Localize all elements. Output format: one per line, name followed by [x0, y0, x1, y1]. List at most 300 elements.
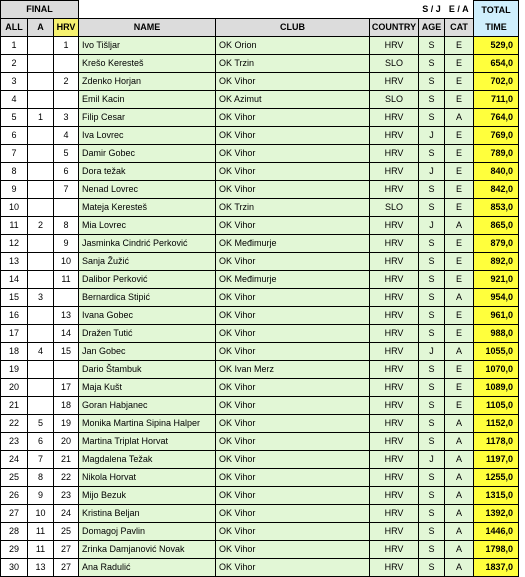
rank-hrv-cell: 17 — [54, 379, 79, 397]
category-cell: E — [445, 361, 474, 379]
age-cell: S — [419, 73, 445, 91]
category-cell: E — [445, 181, 474, 199]
club-cell: OK Vihor — [216, 559, 370, 577]
rank-hrv-cell: 3 — [54, 109, 79, 127]
rank-hrv-cell: 24 — [54, 505, 79, 523]
total-time-cell: 1197,0 — [474, 451, 519, 469]
age-cell: S — [419, 307, 445, 325]
rank-hrv-cell: 10 — [54, 253, 79, 271]
category-cell: A — [445, 541, 474, 559]
age-cell: J — [419, 163, 445, 181]
total-time-cell: 840,0 — [474, 163, 519, 181]
rank-a-cell — [28, 37, 54, 55]
table-row — [1, 343, 519, 361]
rank-all-cell: 4 — [1, 91, 28, 109]
rank-hrv-cell: 23 — [54, 487, 79, 505]
category-cell: E — [445, 163, 474, 181]
name-cell: Domagoj Pavlin — [79, 523, 216, 541]
rank-a-cell: 9 — [28, 487, 54, 505]
name-cell: Dario Štambuk — [79, 361, 216, 379]
rank-hrv-cell — [54, 55, 79, 73]
club-cell: OK Vihor — [216, 433, 370, 451]
total-time-cell: 988,0 — [474, 325, 519, 343]
rank-hrv-cell — [54, 361, 79, 379]
country-cell: HRV — [370, 361, 419, 379]
total-time-cell: 1105,0 — [474, 397, 519, 415]
total-time-cell: 529,0 — [474, 37, 519, 55]
total-time-header-line2: TIME — [485, 21, 507, 32]
total-time-cell: 892,0 — [474, 253, 519, 271]
rank-all-cell: 18 — [1, 343, 28, 361]
category-cell: E — [445, 271, 474, 289]
total-time-cell: 1446,0 — [474, 523, 519, 541]
rank-a-cell — [28, 91, 54, 109]
club-cell: OK Vihor — [216, 73, 370, 91]
rank-hrv-cell: 7 — [54, 181, 79, 199]
rank-hrv-cell: 11 — [54, 271, 79, 289]
age-cell: S — [419, 487, 445, 505]
rank-hrv-cell: 18 — [54, 397, 79, 415]
rank-hrv-cell: 2 — [54, 73, 79, 91]
rank-all-cell: 20 — [1, 379, 28, 397]
rank-hrv-cell: 9 — [54, 235, 79, 253]
rank-a-cell — [28, 361, 54, 379]
name-cell: Nenad Lovrec — [79, 181, 216, 199]
club-cell: OK Ivan Merz — [216, 361, 370, 379]
age-cell: S — [419, 91, 445, 109]
club-cell: OK Vihor — [216, 307, 370, 325]
category-cell: E — [445, 55, 474, 73]
table-row — [1, 307, 519, 325]
name-cell: Dalibor Perković — [79, 271, 216, 289]
name-cell: Sanja Žužić — [79, 253, 216, 271]
name-cell: Ivana Gobec — [79, 307, 216, 325]
rank-all-cell: 6 — [1, 127, 28, 145]
name-cell: Ana Radulić — [79, 559, 216, 577]
col-hrv-header: HRV — [54, 19, 79, 37]
rank-a-cell — [28, 307, 54, 325]
club-cell: OK Orion — [216, 37, 370, 55]
rank-all-cell: 27 — [1, 505, 28, 523]
country-cell: HRV — [370, 271, 419, 289]
table-row — [1, 253, 519, 271]
club-cell: OK Vihor — [216, 289, 370, 307]
total-time-cell: 1089,0 — [474, 379, 519, 397]
name-cell: Mia Lovrec — [79, 217, 216, 235]
name-cell: Monika Martina Sipina Halper — [79, 415, 216, 433]
total-time-cell: 1315,0 — [474, 487, 519, 505]
category-cell: A — [445, 469, 474, 487]
category-cell: A — [445, 505, 474, 523]
total-time-cell: 954,0 — [474, 289, 519, 307]
country-cell: HRV — [370, 163, 419, 181]
total-time-cell: 1392,0 — [474, 505, 519, 523]
age-cell: S — [419, 325, 445, 343]
country-cell: HRV — [370, 109, 419, 127]
age-cell: J — [419, 451, 445, 469]
table-row — [1, 271, 519, 289]
rank-hrv-cell: 19 — [54, 415, 79, 433]
table-row — [1, 289, 519, 307]
club-cell: OK Trzin — [216, 199, 370, 217]
total-time-cell: 654,0 — [474, 55, 519, 73]
col-country-header: COUNTRY — [370, 19, 419, 37]
total-time-cell: 1070,0 — [474, 361, 519, 379]
country-cell: HRV — [370, 235, 419, 253]
rank-a-cell: 8 — [28, 469, 54, 487]
results-body — [1, 37, 519, 577]
rank-all-cell: 19 — [1, 361, 28, 379]
category-cell: E — [445, 235, 474, 253]
rank-hrv-cell — [54, 289, 79, 307]
country-cell: HRV — [370, 559, 419, 577]
total-time-cell: 853,0 — [474, 199, 519, 217]
rank-a-cell — [28, 253, 54, 271]
name-cell: Emil Kacin — [79, 91, 216, 109]
country-cell: HRV — [370, 505, 419, 523]
total-time-cell: 711,0 — [474, 91, 519, 109]
club-cell: OK Vihor — [216, 415, 370, 433]
age-cell: S — [419, 199, 445, 217]
rank-hrv-cell — [54, 91, 79, 109]
club-cell: OK Vihor — [216, 343, 370, 361]
country-cell: HRV — [370, 343, 419, 361]
rank-all-cell: 10 — [1, 199, 28, 217]
table-row — [1, 505, 519, 523]
category-cell: E — [445, 397, 474, 415]
name-cell: Magdalena Težak — [79, 451, 216, 469]
table-row — [1, 37, 519, 55]
age-legend: S / J — [419, 1, 445, 19]
club-cell: OK Vihor — [216, 127, 370, 145]
rank-a-cell — [28, 235, 54, 253]
rank-all-cell: 24 — [1, 451, 28, 469]
table-row — [1, 451, 519, 469]
club-cell: OK Trzin — [216, 55, 370, 73]
table-row — [1, 559, 519, 577]
age-cell: S — [419, 55, 445, 73]
total-time-cell: 865,0 — [474, 217, 519, 235]
category-cell: A — [445, 559, 474, 577]
rank-hrv-cell: 14 — [54, 325, 79, 343]
name-cell: Bernardica Stipić — [79, 289, 216, 307]
country-cell: HRV — [370, 307, 419, 325]
table-row — [1, 73, 519, 91]
rank-a-cell — [28, 163, 54, 181]
header-spacer — [79, 1, 419, 19]
rank-a-cell: 5 — [28, 415, 54, 433]
category-cell: A — [445, 433, 474, 451]
rank-a-cell — [28, 181, 54, 199]
total-time-cell: 921,0 — [474, 271, 519, 289]
col-name-header: NAME — [79, 19, 216, 37]
rank-all-cell: 11 — [1, 217, 28, 235]
table-row — [1, 523, 519, 541]
category-cell: E — [445, 307, 474, 325]
age-cell: S — [419, 505, 445, 523]
category-cell: E — [445, 127, 474, 145]
name-cell: Goran Habjanec — [79, 397, 216, 415]
rank-hrv-cell: 6 — [54, 163, 79, 181]
age-cell: J — [419, 127, 445, 145]
rank-all-cell: 29 — [1, 541, 28, 559]
category-cell: A — [445, 451, 474, 469]
table-row — [1, 127, 519, 145]
total-time-cell: 1798,0 — [474, 541, 519, 559]
rank-hrv-cell: 21 — [54, 451, 79, 469]
name-cell: Zrinka Damjanović Novak — [79, 541, 216, 559]
name-cell: Iva Lovrec — [79, 127, 216, 145]
club-cell: OK Vihor — [216, 397, 370, 415]
category-cell: E — [445, 325, 474, 343]
category-legend: E / A — [445, 1, 474, 19]
rank-a-cell — [28, 199, 54, 217]
rank-hrv-cell: 5 — [54, 145, 79, 163]
table-row — [1, 415, 519, 433]
name-cell: Martina Triplat Horvat — [79, 433, 216, 451]
name-cell: Jan Gobec — [79, 343, 216, 361]
country-cell: HRV — [370, 433, 419, 451]
club-cell: OK Vihor — [216, 109, 370, 127]
category-cell: E — [445, 73, 474, 91]
country-cell: HRV — [370, 127, 419, 145]
rank-a-cell — [28, 397, 54, 415]
table-row — [1, 55, 519, 73]
country-cell: HRV — [370, 379, 419, 397]
rank-a-cell: 3 — [28, 289, 54, 307]
table-row — [1, 181, 519, 199]
table-row — [1, 217, 519, 235]
age-cell: S — [419, 145, 445, 163]
rank-a-cell: 7 — [28, 451, 54, 469]
total-time-header — [474, 1, 519, 37]
rank-a-cell: 11 — [28, 523, 54, 541]
table-row — [1, 361, 519, 379]
rank-hrv-cell: 27 — [54, 559, 79, 577]
rank-hrv-cell: 4 — [54, 127, 79, 145]
rank-all-cell: 16 — [1, 307, 28, 325]
rank-hrv-cell: 15 — [54, 343, 79, 361]
rank-a-cell — [28, 73, 54, 91]
name-cell: Zdenko Horjan — [79, 73, 216, 91]
country-cell: HRV — [370, 397, 419, 415]
rank-hrv-cell: 13 — [54, 307, 79, 325]
total-time-cell: 1055,0 — [474, 343, 519, 361]
table-row — [1, 379, 519, 397]
country-cell: HRV — [370, 415, 419, 433]
category-cell: E — [445, 37, 474, 55]
age-cell: S — [419, 289, 445, 307]
category-cell: E — [445, 91, 474, 109]
rank-a-cell: 4 — [28, 343, 54, 361]
country-cell: HRV — [370, 325, 419, 343]
country-cell: HRV — [370, 451, 419, 469]
col-all-header: ALL — [1, 19, 28, 37]
name-cell: Maja Kušt — [79, 379, 216, 397]
age-cell: J — [419, 343, 445, 361]
age-cell: J — [419, 217, 445, 235]
table-row — [1, 541, 519, 559]
rank-hrv-cell: 27 — [54, 541, 79, 559]
club-cell: OK Vihor — [216, 163, 370, 181]
club-cell: OK Vihor — [216, 505, 370, 523]
final-header: FINAL — [1, 1, 79, 19]
table-row — [1, 109, 519, 127]
age-cell: S — [419, 469, 445, 487]
age-cell: S — [419, 37, 445, 55]
total-time-cell: 1837,0 — [474, 559, 519, 577]
category-cell: A — [445, 289, 474, 307]
rank-all-cell: 15 — [1, 289, 28, 307]
category-cell: A — [445, 217, 474, 235]
age-cell: S — [419, 379, 445, 397]
table-row — [1, 397, 519, 415]
total-time-cell: 789,0 — [474, 145, 519, 163]
rank-hrv-cell: 1 — [54, 37, 79, 55]
rank-a-cell — [28, 127, 54, 145]
category-cell: A — [445, 415, 474, 433]
total-time-cell: 764,0 — [474, 109, 519, 127]
total-time-cell: 879,0 — [474, 235, 519, 253]
total-time-cell: 1255,0 — [474, 469, 519, 487]
rank-all-cell: 3 — [1, 73, 28, 91]
name-cell: Damir Gobec — [79, 145, 216, 163]
rank-all-cell: 28 — [1, 523, 28, 541]
total-time-cell: 702,0 — [474, 73, 519, 91]
rank-hrv-cell: 20 — [54, 433, 79, 451]
name-cell: Ivo Tišljar — [79, 37, 216, 55]
rank-all-cell: 30 — [1, 559, 28, 577]
table-row — [1, 469, 519, 487]
rank-hrv-cell: 8 — [54, 217, 79, 235]
age-cell: S — [419, 235, 445, 253]
total-time-cell: 1178,0 — [474, 433, 519, 451]
rank-all-cell: 9 — [1, 181, 28, 199]
rank-hrv-cell: 22 — [54, 469, 79, 487]
header-row-top — [1, 1, 519, 19]
table-row — [1, 325, 519, 343]
country-cell: SLO — [370, 55, 419, 73]
total-time-header-line1: TOTAL — [481, 4, 511, 15]
country-cell: HRV — [370, 469, 419, 487]
age-cell: S — [419, 271, 445, 289]
total-time-cell: 769,0 — [474, 127, 519, 145]
rank-hrv-cell: 25 — [54, 523, 79, 541]
col-cat-header: CAT — [445, 19, 474, 37]
table-row — [1, 199, 519, 217]
col-age-header: AGE — [419, 19, 445, 37]
rank-all-cell: 22 — [1, 415, 28, 433]
rank-all-cell: 26 — [1, 487, 28, 505]
rank-all-cell: 21 — [1, 397, 28, 415]
table-row — [1, 433, 519, 451]
category-cell: A — [445, 523, 474, 541]
rank-hrv-cell — [54, 199, 79, 217]
col-a-header: A — [28, 19, 54, 37]
rank-a-cell: 13 — [28, 559, 54, 577]
age-cell: S — [419, 361, 445, 379]
category-cell: E — [445, 379, 474, 397]
club-cell: OK Vihor — [216, 469, 370, 487]
age-cell: S — [419, 415, 445, 433]
age-cell: S — [419, 253, 445, 271]
club-cell: OK Vihor — [216, 181, 370, 199]
age-cell: S — [419, 433, 445, 451]
category-cell: E — [445, 253, 474, 271]
category-cell: A — [445, 109, 474, 127]
name-cell: Dražen Tutić — [79, 325, 216, 343]
name-cell: Dora težak — [79, 163, 216, 181]
club-cell: OK Vihor — [216, 523, 370, 541]
name-cell: Kristina Beljan — [79, 505, 216, 523]
rank-a-cell: 1 — [28, 109, 54, 127]
club-cell: OK Vihor — [216, 325, 370, 343]
country-cell: HRV — [370, 289, 419, 307]
age-cell: S — [419, 397, 445, 415]
table-row — [1, 163, 519, 181]
table-row — [1, 235, 519, 253]
total-time-cell: 961,0 — [474, 307, 519, 325]
rank-all-cell: 12 — [1, 235, 28, 253]
category-cell: E — [445, 145, 474, 163]
name-cell: Krešo Keresteš — [79, 55, 216, 73]
category-cell: A — [445, 487, 474, 505]
age-cell: S — [419, 523, 445, 541]
club-cell: OK Vihor — [216, 217, 370, 235]
rank-a-cell — [28, 325, 54, 343]
rank-a-cell — [28, 145, 54, 163]
age-cell: S — [419, 181, 445, 199]
header-row-columns — [1, 19, 519, 37]
club-cell: OK Azimut — [216, 91, 370, 109]
club-cell: OK Vihor — [216, 145, 370, 163]
rank-a-cell: 2 — [28, 217, 54, 235]
club-cell: OK Vihor — [216, 487, 370, 505]
rank-a-cell: 11 — [28, 541, 54, 559]
country-cell: HRV — [370, 523, 419, 541]
age-cell: S — [419, 541, 445, 559]
country-cell: HRV — [370, 487, 419, 505]
category-cell: A — [445, 343, 474, 361]
rank-all-cell: 5 — [1, 109, 28, 127]
total-time-cell: 1152,0 — [474, 415, 519, 433]
rank-all-cell: 14 — [1, 271, 28, 289]
country-cell: SLO — [370, 91, 419, 109]
country-cell: SLO — [370, 199, 419, 217]
category-cell: E — [445, 199, 474, 217]
age-cell: S — [419, 109, 445, 127]
rank-all-cell: 25 — [1, 469, 28, 487]
club-cell: OK Vihor — [216, 253, 370, 271]
rank-all-cell: 7 — [1, 145, 28, 163]
name-cell: Filip Cesar — [79, 109, 216, 127]
rank-all-cell: 8 — [1, 163, 28, 181]
club-cell: OK Međimurje — [216, 235, 370, 253]
col-club-header: CLUB — [216, 19, 370, 37]
rank-all-cell: 2 — [1, 55, 28, 73]
rank-all-cell: 23 — [1, 433, 28, 451]
country-cell: HRV — [370, 145, 419, 163]
table-row — [1, 145, 519, 163]
name-cell: Mijo Bezuk — [79, 487, 216, 505]
rank-a-cell — [28, 55, 54, 73]
table-row — [1, 487, 519, 505]
club-cell: OK Vihor — [216, 541, 370, 559]
rank-a-cell: 6 — [28, 433, 54, 451]
club-cell: OK Vihor — [216, 451, 370, 469]
rank-a-cell: 10 — [28, 505, 54, 523]
name-cell: Mateja Keresteš — [79, 199, 216, 217]
